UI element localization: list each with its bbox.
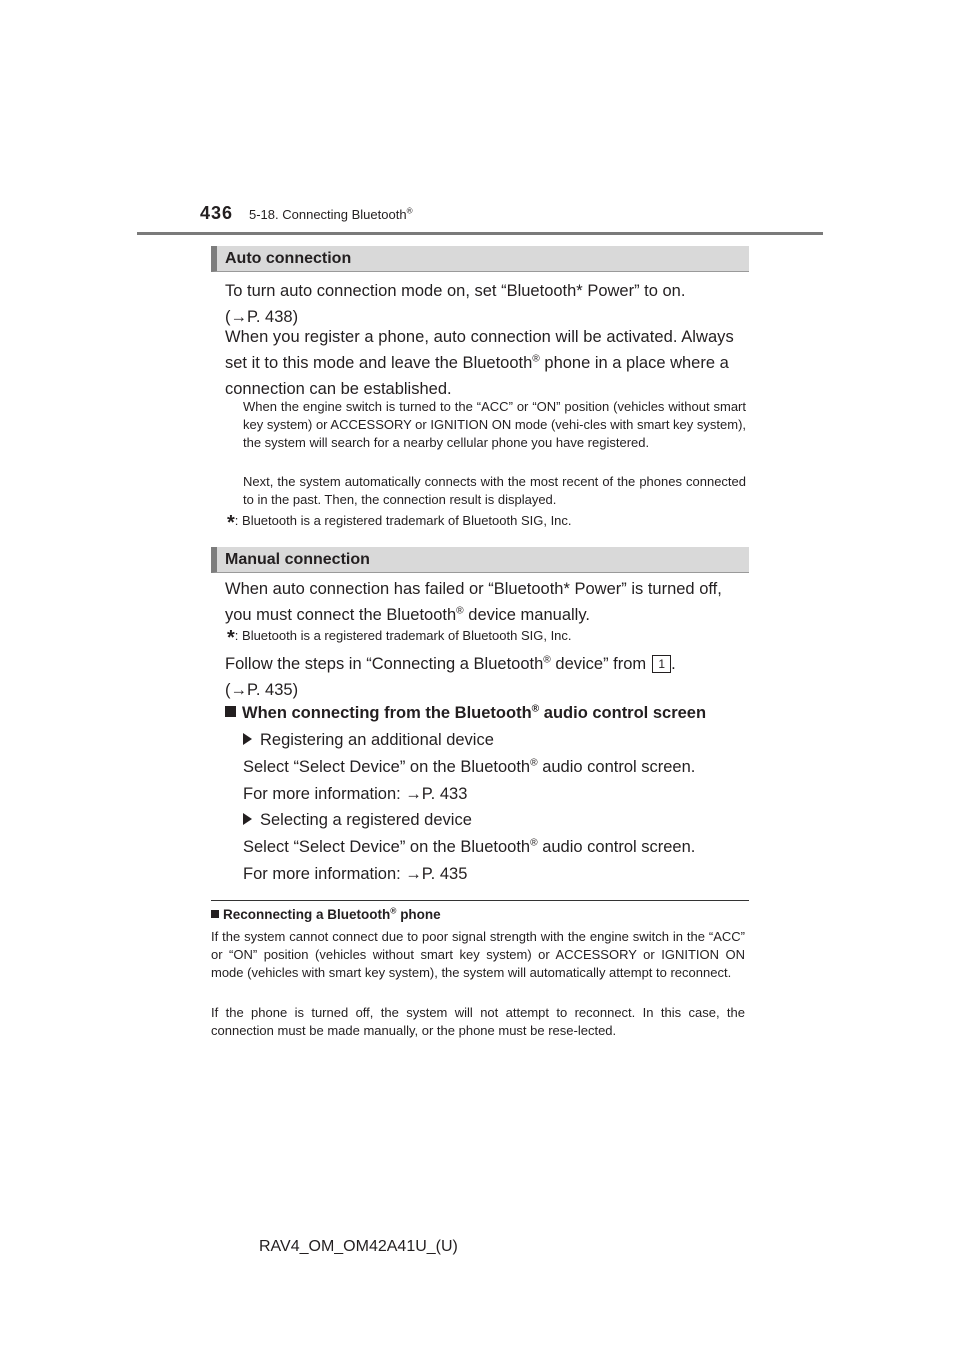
square-bullet-icon [211,910,219,918]
subheading-audio-control: When connecting from the Bluetooth® audio control screen [225,702,749,724]
item-register-additional: Registering an additional device Select “Select Device” on the Bluetooth® audio control screen. For more information: →P. 433 [243,731,696,803]
auto-detail-2: Next, the system automatically connects with the most recent of the phones connected to in the past. Then, the connection result is displayed. [243,474,746,507]
auto-paragraph-1: To turn auto connection mode on, set “Bluetooth* Power” to on. (→P. 438) [225,282,686,326]
item-select-registered: Selecting a registered device Select “Select Device” on the Bluetooth® audio control screen. For more information: →P. 435 [243,811,696,883]
trademark-note-2: *: Bluetooth is a registered trademark of Bluetooth SIG, Inc. [227,627,572,649]
triangle-bullet-icon [243,813,252,825]
header-rule [137,232,823,235]
step-number-box: 1 [652,655,671,673]
trademark-note-1: *: Bluetooth is a registered trademark of Bluetooth SIG, Inc. [227,512,572,534]
chapter-title: 5-18. Connecting Bluetooth® [249,206,413,222]
section-heading-auto: Auto connection [211,246,749,272]
footnote-paragraph-1: If the system cannot connect due to poor signal strength with the engine switch in the “ACC” or “ON” position (vehicles without smart key system) or ACCESSORY or IGNITION ON mode (vehicles with smart key system), the system will automatically attempt to reconnect. [211,929,745,980]
manual-paragraph-2: Follow the steps in “Connecting a Bluetooth® device” from 1 . (→P. 435) [225,654,676,699]
square-bullet-icon [225,706,236,717]
footnote-rule [211,900,749,901]
triangle-bullet-icon [243,733,252,745]
section-heading-manual: Manual connection [211,547,749,573]
document-code: RAV4_OM_OM42A41U_(U) [259,1238,458,1255]
auto-detail-1: When the engine switch is turned to the “ACC” or “ON” position (vehicles without smart key system) or ACCESSORY or IGNITION ON mode (vehi-cles with smart key system), the system will search for a nearby cellular phone you have registered. [243,399,747,450]
page-number: 436 [200,203,234,223]
footnote-paragraph-2: If the phone is turned off, the system will not attempt to reconnect. In this case, the connection must be made manually, or the phone must be rese-lected. [211,1005,745,1038]
footnote-heading: Reconnecting a Bluetooth® phone [211,906,745,924]
auto-paragraph-2: When you register a phone, auto connection will be activated. Always set it to this mode and leave the Bluetooth® phone in a place where a connection can be established. [225,328,734,398]
manual-paragraph-1: When auto connection has failed or “Bluetooth* Power” is turned off, you must connect the Bluetooth® device manually. [225,580,722,624]
